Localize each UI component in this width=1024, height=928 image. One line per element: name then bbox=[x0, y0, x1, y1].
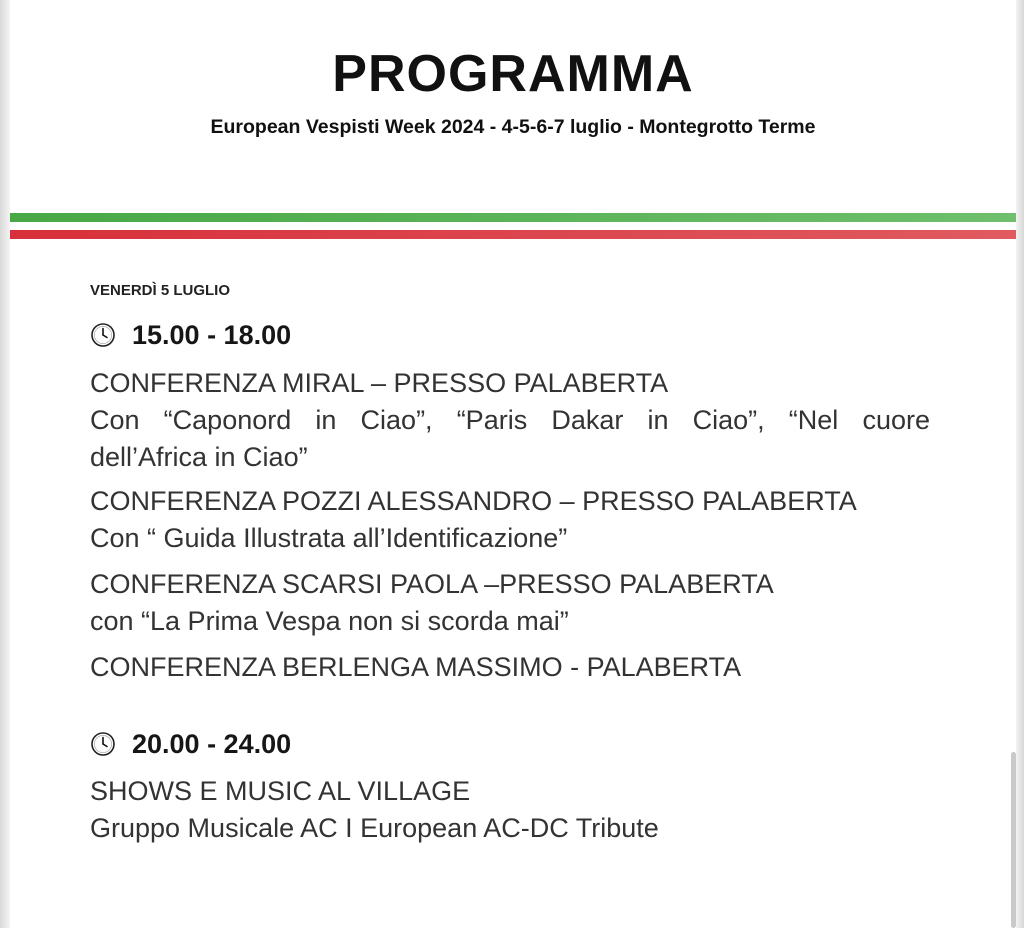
session-time: 20.00 - 24.00 bbox=[132, 729, 292, 759]
event-detail: Con “Caponord in Ciao”, “Paris Dakar in Ciao”, “Nel cuore bbox=[90, 405, 930, 435]
page-right-edge bbox=[1016, 0, 1024, 928]
white-stripe bbox=[10, 222, 1016, 230]
event-title: CONFERENZA POZZI ALESSANDRO – PRESSO PALABERTA bbox=[90, 486, 857, 516]
red-stripe bbox=[10, 230, 1016, 239]
document-page bbox=[10, 0, 1016, 928]
clock-icon bbox=[90, 322, 116, 348]
event-title: SHOWS E MUSIC AL VILLAGE bbox=[90, 776, 471, 806]
page-left-edge bbox=[0, 0, 10, 928]
event-detail: con “La Prima Vespa non si scorda mai” bbox=[90, 606, 569, 636]
event-detail: Con “ Guida Illustrata all’Identificazione” bbox=[90, 523, 568, 553]
event-detail: dell’Africa in Ciao” bbox=[90, 442, 308, 472]
event-detail: Gruppo Musicale AC I European AC-DC Tribute bbox=[90, 813, 659, 843]
event-title: CONFERENZA BERLENGA MASSIMO - PALABERTA bbox=[90, 652, 742, 682]
session-time-row bbox=[90, 727, 291, 761]
page-subtitle: European Vespisti Week 2024 - 4-5-6-7 luglio - Montegrotto Terme bbox=[210, 116, 816, 138]
day-heading: VENERDÌ 5 LUGLIO bbox=[90, 282, 231, 299]
clock-icon bbox=[90, 731, 116, 757]
event-title: CONFERENZA MIRAL – PRESSO PALABERTA bbox=[90, 368, 669, 398]
green-stripe bbox=[10, 213, 1016, 222]
session-time-row bbox=[90, 318, 291, 352]
scrollbar[interactable] bbox=[1011, 752, 1016, 928]
page-title: PROGRAMMA bbox=[332, 45, 694, 103]
event-title: CONFERENZA SCARSI PAOLA –PRESSO PALABERTA bbox=[90, 569, 774, 599]
session-time: 15.00 - 18.00 bbox=[132, 320, 292, 350]
